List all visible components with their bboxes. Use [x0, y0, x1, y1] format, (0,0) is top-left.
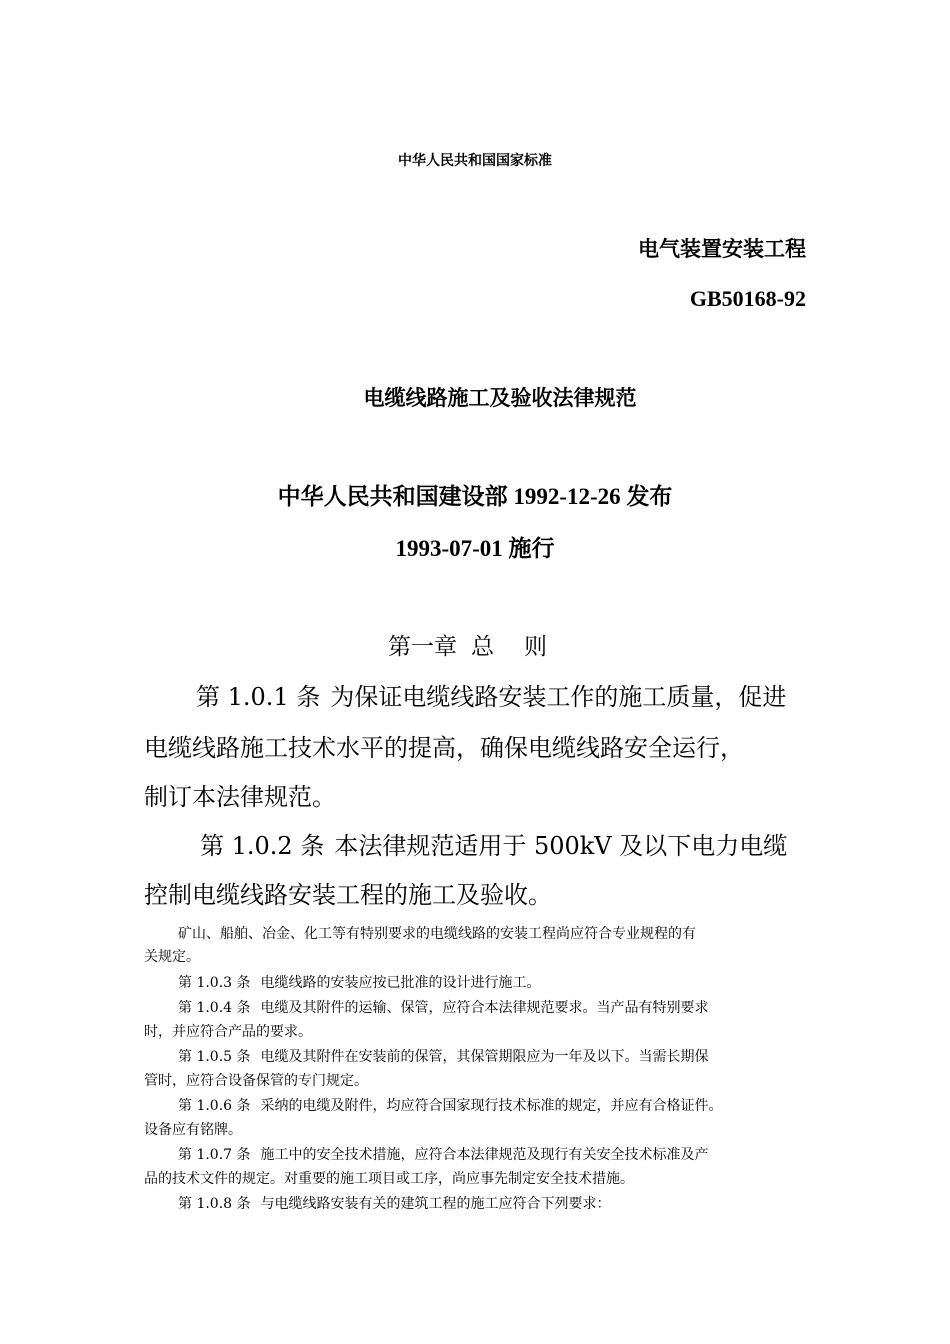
clause-1-0-1-line-1: [196, 680, 786, 714]
clause-1-0-5-line-1: [178, 1047, 709, 1067]
clause-number: 第 1.0.4 条: [178, 1000, 251, 1016]
clause-1-0-4-line-2: 时，并应符合产品的要求。: [144, 1024, 312, 1040]
clause-text: 电缆及其附件在安装前的保管，其保管期限应为一年及以下。当需长期保: [260, 1049, 709, 1065]
clause-number: 第 1.0.6 条: [178, 1098, 251, 1114]
effective-date: 1993-07-01 施行: [395, 536, 555, 561]
clause-number: 第 1.0.8 条: [178, 1196, 251, 1212]
clause-1-0-2-line-1: [200, 829, 787, 863]
clause-1-0-8-line-1: [178, 1194, 611, 1214]
chapter-label: 第一章: [388, 634, 457, 660]
clause-text: 本法律规范适用于 500kV 及以下电力电缆: [334, 832, 788, 860]
clause-text: 为保证电缆线路安装工作的施工质量，促进: [330, 683, 787, 711]
clause-1-0-6-line-2: 设备应有铭牌。: [144, 1122, 242, 1138]
issue-statement: 中华人民共和国建设部 1992-12-26 发布: [277, 484, 673, 509]
clause-text: 电缆线路的安装应按已批准的设计进行施工。: [260, 975, 541, 991]
clause-number: 第 1.0.3 条: [178, 975, 251, 991]
chapter-name-part1: 总: [471, 634, 494, 660]
clause-number: 第 1.0.7 条: [178, 1147, 251, 1163]
chapter-heading: [388, 630, 547, 664]
clause-number: 第 1.0.1 条: [196, 683, 321, 711]
standard-type-header: 中华人民共和国国家标准: [398, 153, 552, 169]
clause-text: 电缆及其附件的运输、保管，应符合本法律规范要求。当产品有特别要求: [260, 1000, 709, 1016]
clause-1-0-3-line-1: [178, 973, 541, 993]
clause-1-0-2-line-2: 控制电缆线路安装工程的施工及验收。: [144, 881, 552, 909]
clause-1-0-5-line-2: 管时，应符合设备保管的专门规定。: [144, 1073, 368, 1089]
clause-number: 第 1.0.5 条: [178, 1049, 251, 1065]
clause-number: 第 1.0.2 条: [200, 832, 325, 860]
note-line-1: 矿山、船舶、冶金、化工等有特别要求的电缆线路的安装工程尚应符合专业规程的有: [178, 926, 696, 942]
chapter-name-part2: 则: [524, 634, 547, 660]
document-title: 电缆线路施工及验收法律规范: [363, 386, 637, 410]
clause-1-0-7-line-1: [178, 1145, 709, 1165]
series-title: 电气装置安装工程: [638, 237, 806, 261]
note-line-2: 关规定。: [144, 949, 200, 965]
standard-code: GB50168-92: [689, 286, 806, 311]
clause-1-0-1-line-3: 制订本法律规范。: [144, 783, 336, 811]
clause-1-0-1-line-2: 电缆线路施工技术水平的提高，确保电缆线路安全运行，: [144, 734, 744, 762]
clause-1-0-4-line-1: [178, 998, 709, 1018]
clause-text: 与电缆线路安装有关的建筑工程的施工应符合下列要求：: [260, 1196, 611, 1212]
clause-text: 施工中的安全技术措施，应符合本法律规范及现行有关安全技术标准及产: [260, 1147, 709, 1163]
clause-text: 采纳的电缆及附件，均应符合国家现行技术标准的规定，并应有合格证件。: [260, 1098, 723, 1114]
clause-1-0-6-line-1: [178, 1096, 723, 1116]
clause-1-0-7-line-2: 品的技术文件的规定。对重要的施工项目或工序，尚应事先制定安全技术措施。: [144, 1171, 634, 1187]
